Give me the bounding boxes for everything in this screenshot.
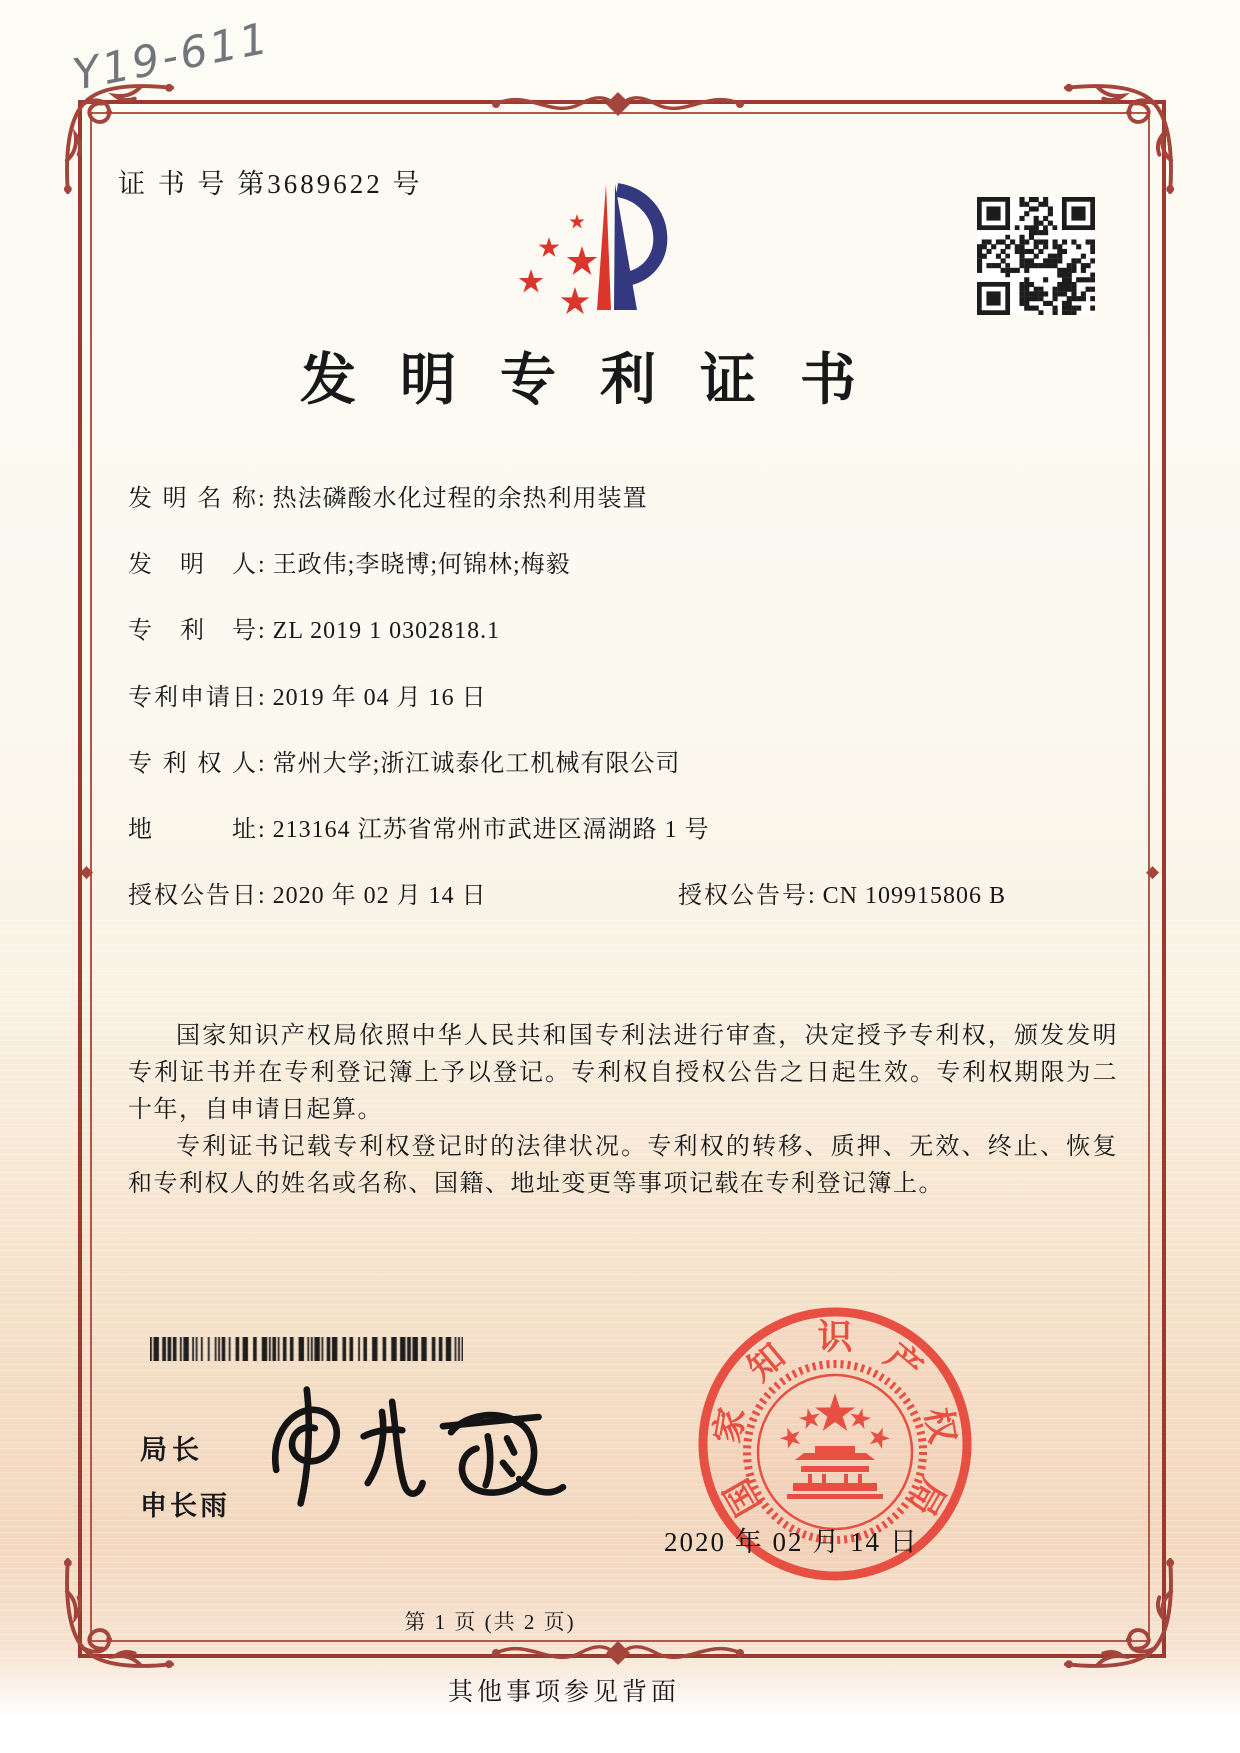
legal-paragraph-2: 专利证书记载专利权登记时的法律状况。专利权的转移、质押、无效、终止、恢复和专利权人的姓名或名称、国籍、地址变更等事项记载在专利登记簿上。 <box>128 1134 1118 1197</box>
svg-text:国: 国 <box>717 1472 769 1523</box>
field-value: 王政伟;李晓博;何锦林;梅毅 <box>272 552 571 578</box>
field-grant-date: 授 权 公 告 日 : 2020 年 02 月 14 日 <box>128 875 487 910</box>
corner-flourish-bottom-left <box>58 1556 176 1674</box>
svg-text:识: 识 <box>817 1318 853 1357</box>
officer-title: 局长 <box>140 1435 204 1465</box>
field-label: 专 利 权 人 <box>128 751 256 777</box>
page-indicator: 第 1 页 (共 2 页) <box>404 1610 576 1634</box>
legal-paragraph-1: 国家知识产权局依照中华人民共和国专利法进行审查，决定授予专利权，颁发发明专利证书并在专利登记簿上予以登记。专利权自授权公告之日起生效。专利权期限为二十年，自申请日起算。 <box>128 1023 1118 1123</box>
logo-blade-red <box>597 184 611 310</box>
svg-text:产: 产 <box>877 1336 930 1389</box>
field-patentee: 专 利 权 人 : 常州大学;浙江诚泰化工机械有限公司 <box>128 743 680 778</box>
svg-text:家: 家 <box>707 1404 753 1447</box>
field-value: CN 109915806 B <box>822 883 1007 909</box>
barcode <box>150 1337 463 1361</box>
certificate-title: 发明专利证书 <box>300 350 900 412</box>
top-center-ornament <box>488 87 748 121</box>
officer-name: 申长雨 <box>140 1491 230 1521</box>
svg-text:知: 知 <box>740 1336 793 1389</box>
certificate-number: 证 书 号 第3689622 号 <box>118 169 423 199</box>
qr-code <box>977 197 1095 315</box>
field-value: 213164 江苏省常州市武进区滆湖路 1 号 <box>272 817 710 843</box>
left-edge-diamond-ornament: ◆ <box>80 862 94 882</box>
field-inventors: 发 明 人 : 王政伟;李晓博;何锦林;梅毅 <box>128 544 571 579</box>
bottom-center-ornament <box>488 1636 748 1670</box>
field-application-date: 专 利 申 请 日 : 2019 年 04 月 16 日 <box>128 677 487 712</box>
svg-text:局: 局 <box>901 1472 953 1523</box>
svg-text:权: 权 <box>917 1404 963 1447</box>
legal-text-block <box>128 1018 1118 1203</box>
field-label: 地 址 <box>128 817 256 843</box>
right-edge-diamond-ornament: ◆ <box>1146 862 1160 882</box>
shen-changyu-signature <box>262 1372 567 1522</box>
field-address: 地 址 : 213164 江苏省常州市武进区滆湖路 1 号 <box>128 809 710 844</box>
field-label: 授 权 公 告 号 <box>678 883 806 909</box>
field-value: 2020 年 02 月 14 日 <box>272 883 487 909</box>
corner-flourish-top-right <box>1062 78 1180 196</box>
field-patent-number: 专 利 号 : ZL 2019 1 0302818.1 <box>128 610 500 645</box>
field-label: 发 明 名 称 <box>128 486 256 512</box>
back-side-note: 其他事项参见背面 <box>448 1679 681 1706</box>
handwritten-filing-mark: Y19-611 <box>69 13 275 101</box>
field-label: 专 利 号 <box>128 618 256 644</box>
field-value: 2019 年 04 月 16 日 <box>272 685 487 711</box>
field-grant-number: 授 权 公 告 号 : CN 109915806 B <box>678 875 1006 910</box>
field-value: 热法磷酸水化过程的余热利用装置 <box>272 486 648 512</box>
field-label: 发 明 人 <box>128 552 256 578</box>
cnipa-logo-icon <box>505 178 705 316</box>
field-value: ZL 2019 1 0302818.1 <box>272 618 501 644</box>
seal-date: 2020 年 02 月 14 日 <box>664 1527 919 1557</box>
field-label: 专 利 申 请 日 <box>128 685 256 711</box>
corner-flourish-bottom-right <box>1062 1556 1180 1674</box>
field-invention-name: 发 明 名 称 : 热法磷酸水化过程的余热利用装置 <box>128 478 648 513</box>
field-value: 常州大学;浙江诚泰化工机械有限公司 <box>272 751 681 777</box>
field-label: 授 权 公 告 日 <box>128 883 256 909</box>
logo-stars <box>519 214 598 314</box>
